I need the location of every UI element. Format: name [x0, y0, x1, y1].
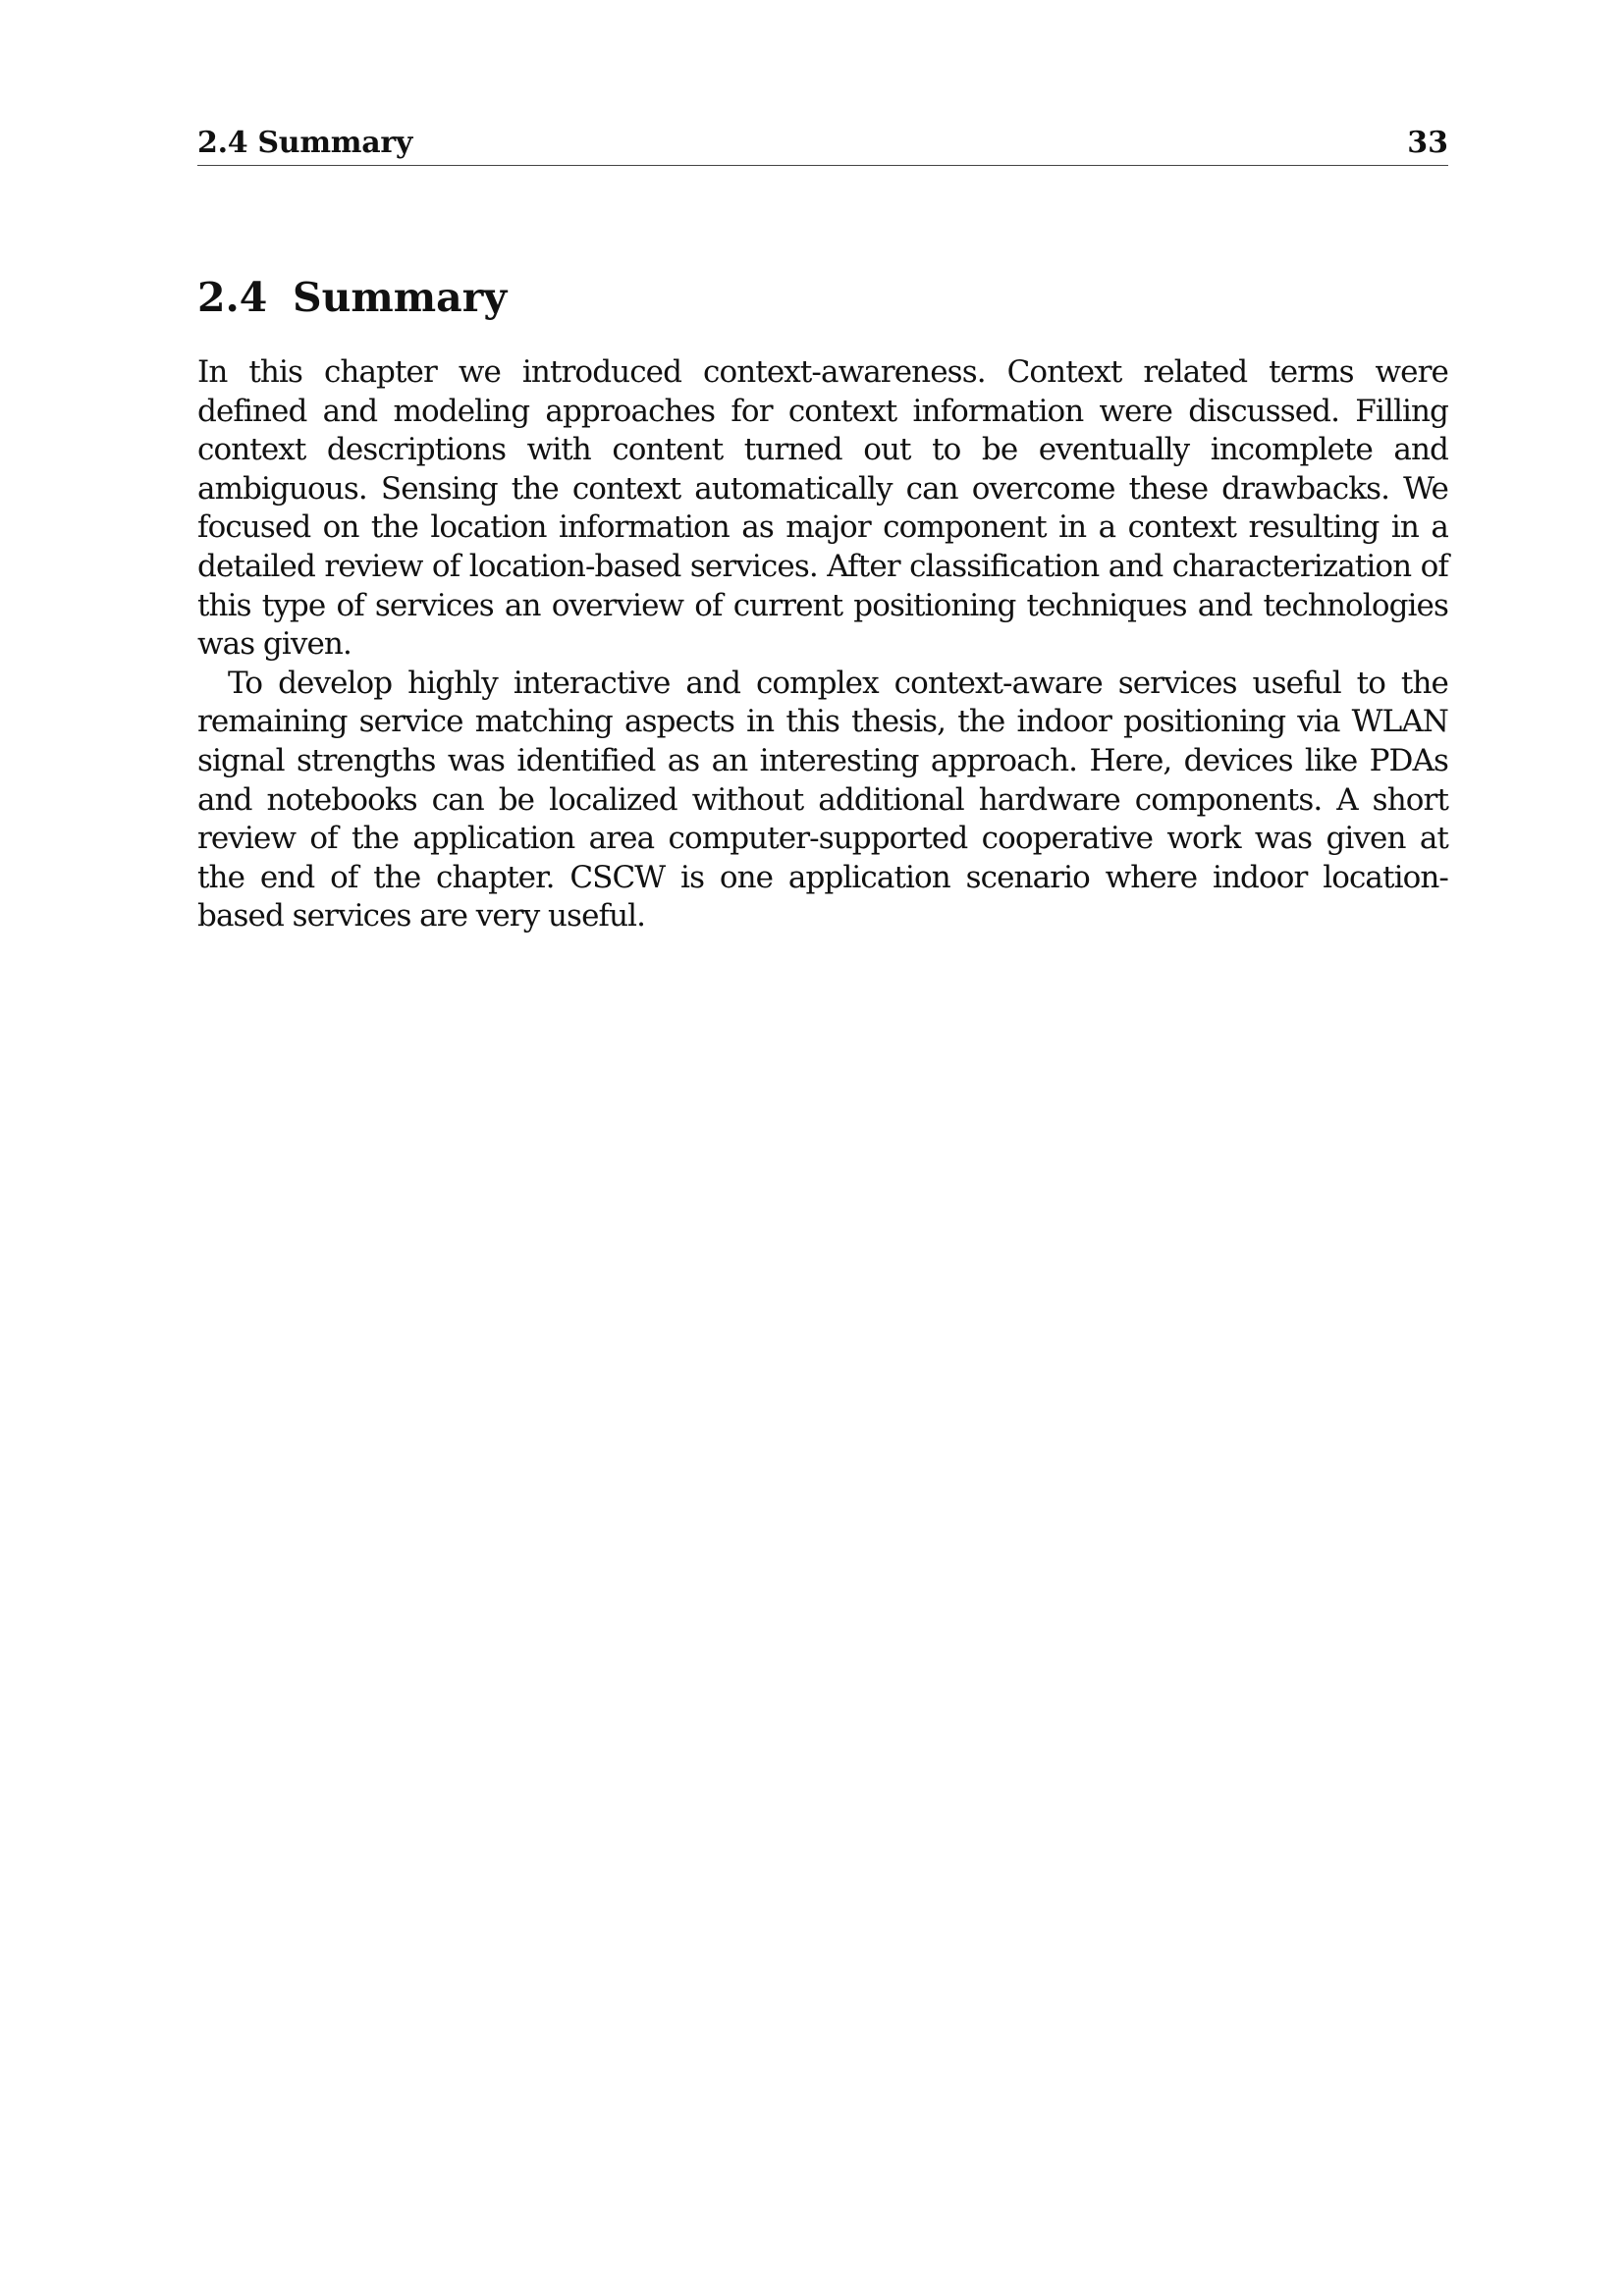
- paragraph-2: To develop highly interactive and complex context-aware services useful to the remaining service matching aspects in this thesis, the indoor positioning via WLAN signal strengths was identified as an interesting approach. Here, devices like PDAs and notebooks can be localized without additional hardware components. A short review of the application area computer-supported cooperative work was given at the end of the chapter. CSCW is one application scenario where indoor location-based services are very useful.: [197, 665, 1448, 934]
- body-text: [197, 353, 1448, 936]
- section-title: Summary: [293, 274, 508, 321]
- paragraph-1: In this chapter we introduced context-awareness. Context related terms were defined and modeling approaches for context information were discussed. Filling context descriptions with content turned out to be eventually incomplete and ambiguous. Sensing the context automatically can overcome these drawbacks. We focused on the location information as major component in a context resulting in a detailed review of location-based services. After classification and characterization of this type of services an overview of current positioning techniques and technologies was given.: [197, 354, 1448, 663]
- running-header-title: 2.4 Summary: [197, 126, 412, 160]
- running-header: [197, 126, 1448, 166]
- section-number: 2.4: [197, 274, 268, 321]
- page-number: 33: [1407, 126, 1448, 160]
- section-heading: [197, 273, 507, 322]
